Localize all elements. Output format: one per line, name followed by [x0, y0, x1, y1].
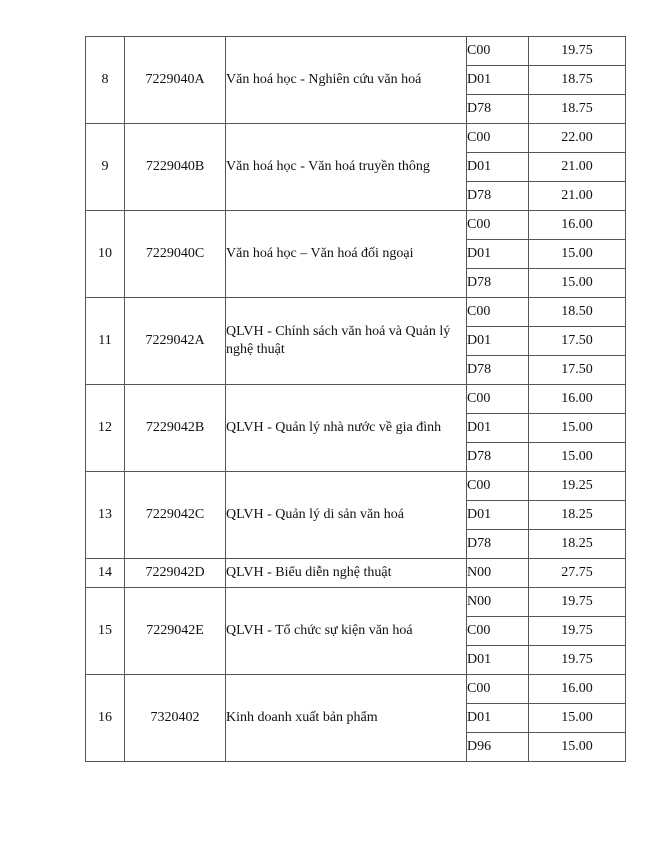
program-name-cell: QLVH - Quản lý nhà nước về gia đình	[226, 385, 467, 472]
subject-group-cell: C00	[467, 385, 529, 414]
subject-group-cell: D01	[467, 327, 529, 356]
table-row	[86, 124, 626, 153]
score-cell: 15.00	[529, 443, 626, 472]
score-cell: 15.00	[529, 414, 626, 443]
subject-group-cell: C00	[467, 37, 529, 66]
score-cell: 16.00	[529, 385, 626, 414]
score-cell: 15.00	[529, 240, 626, 269]
score-cell: 15.00	[529, 704, 626, 733]
score-cell: 21.00	[529, 153, 626, 182]
program-name-cell: QLVH - Chính sách văn hoá và Quản lý nghệ thuật	[226, 298, 467, 385]
subject-group-cell: D78	[467, 443, 529, 472]
subject-group-cell: D78	[467, 530, 529, 559]
program-name-cell: Kinh doanh xuất bản phẩm	[226, 675, 467, 762]
score-cell: 19.75	[529, 646, 626, 675]
program-name-cell: QLVH - Tổ chức sự kiện văn hoá	[226, 588, 467, 675]
score-cell: 19.75	[529, 37, 626, 66]
table-row	[86, 559, 626, 588]
score-cell: 17.50	[529, 356, 626, 385]
subject-group-cell: D96	[467, 733, 529, 762]
score-cell: 16.00	[529, 211, 626, 240]
subject-group-cell: D01	[467, 66, 529, 95]
subject-group-cell: D01	[467, 646, 529, 675]
subject-group-cell: D78	[467, 95, 529, 124]
program-code-cell: 7229040C	[125, 211, 226, 298]
score-cell: 18.50	[529, 298, 626, 327]
program-code-cell: 7229042A	[125, 298, 226, 385]
program-code-cell: 7229042C	[125, 472, 226, 559]
score-cell: 22.00	[529, 124, 626, 153]
subject-group-cell: D01	[467, 704, 529, 733]
program-code-cell: 7320402	[125, 675, 226, 762]
program-name-cell: Văn hoá học – Văn hoá đối ngoại	[226, 211, 467, 298]
score-cell: 18.75	[529, 66, 626, 95]
score-cell: 27.75	[529, 559, 626, 588]
row-number-cell: 13	[86, 472, 125, 559]
subject-group-cell: D01	[467, 153, 529, 182]
table-row	[86, 385, 626, 414]
subject-group-cell: C00	[467, 675, 529, 704]
row-number-cell: 9	[86, 124, 125, 211]
score-cell: 16.00	[529, 675, 626, 704]
program-code-cell: 7229042E	[125, 588, 226, 675]
row-number-cell: 11	[86, 298, 125, 385]
score-cell: 19.75	[529, 617, 626, 646]
table-body	[86, 37, 626, 762]
subject-group-cell: C00	[467, 617, 529, 646]
program-code-cell: 7229040B	[125, 124, 226, 211]
table-row	[86, 472, 626, 501]
table-row	[86, 37, 626, 66]
score-cell: 18.75	[529, 95, 626, 124]
subject-group-cell: N00	[467, 559, 529, 588]
program-name-cell: Văn hoá học - Văn hoá truyền thông	[226, 124, 467, 211]
table-row	[86, 588, 626, 617]
row-number-cell: 16	[86, 675, 125, 762]
subject-group-cell: D78	[467, 356, 529, 385]
subject-group-cell: N00	[467, 588, 529, 617]
score-cell: 18.25	[529, 530, 626, 559]
subject-group-cell: D01	[467, 414, 529, 443]
program-name-cell: Văn hoá học - Nghiên cứu văn hoá	[226, 37, 467, 124]
subject-group-cell: D01	[467, 501, 529, 530]
subject-group-cell: D78	[467, 269, 529, 298]
table-row	[86, 211, 626, 240]
program-code-cell: 7229040A	[125, 37, 226, 124]
subject-group-cell: D78	[467, 182, 529, 211]
row-number-cell: 10	[86, 211, 125, 298]
program-name-cell: QLVH - Biểu diễn nghệ thuật	[226, 559, 467, 588]
row-number-cell: 8	[86, 37, 125, 124]
program-code-cell: 7229042D	[125, 559, 226, 588]
score-cell: 15.00	[529, 733, 626, 762]
score-cell: 19.75	[529, 588, 626, 617]
subject-group-cell: C00	[467, 211, 529, 240]
table-row	[86, 298, 626, 327]
table-row	[86, 675, 626, 704]
score-cell: 18.25	[529, 501, 626, 530]
program-name-cell: QLVH - Quản lý di sản văn hoá	[226, 472, 467, 559]
score-cell: 15.00	[529, 269, 626, 298]
score-cell: 19.25	[529, 472, 626, 501]
row-number-cell: 14	[86, 559, 125, 588]
score-cell: 17.50	[529, 327, 626, 356]
admission-scores-table	[85, 36, 626, 762]
subject-group-cell: C00	[467, 124, 529, 153]
row-number-cell: 15	[86, 588, 125, 675]
score-cell: 21.00	[529, 182, 626, 211]
row-number-cell: 12	[86, 385, 125, 472]
program-code-cell: 7229042B	[125, 385, 226, 472]
subject-group-cell: C00	[467, 472, 529, 501]
subject-group-cell: D01	[467, 240, 529, 269]
subject-group-cell: C00	[467, 298, 529, 327]
